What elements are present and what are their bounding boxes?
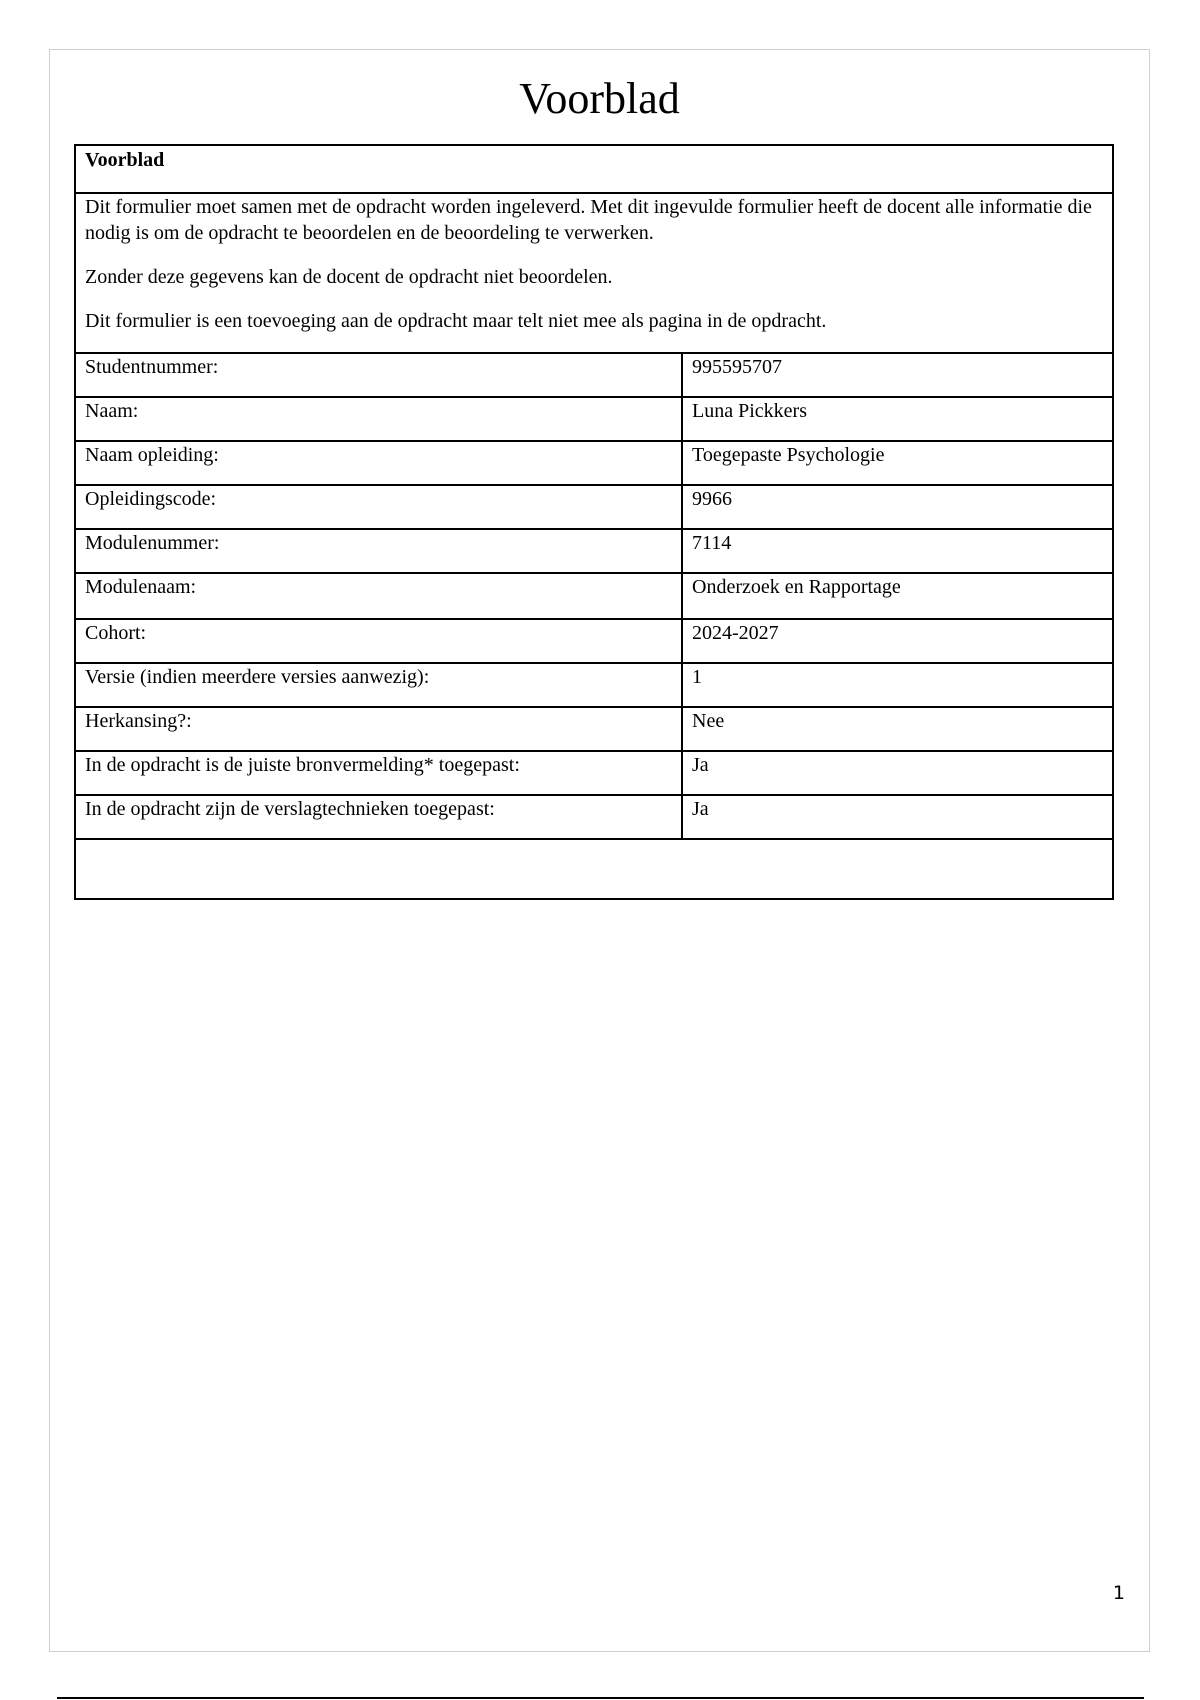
- form-row-naam-opleiding: [75, 441, 1113, 485]
- field-label: Cohort:: [75, 619, 682, 663]
- cover-form-table: [74, 144, 1114, 900]
- form-header-row: [75, 145, 1113, 193]
- form-row-verslagtechnieken: [75, 795, 1113, 839]
- form-row-modulenummer: [75, 529, 1113, 573]
- empty-cell: [75, 839, 1113, 899]
- form-header: Voorblad: [75, 145, 1113, 193]
- form-intro: [75, 193, 1113, 353]
- form-row-naam: [75, 397, 1113, 441]
- page-number: 1: [1112, 1582, 1125, 1604]
- field-label: Modulenummer:: [75, 529, 682, 573]
- field-value: Onderzoek en Rapportage: [682, 573, 1113, 619]
- field-value: Ja: [682, 751, 1113, 795]
- field-value: 1: [682, 663, 1113, 707]
- field-value: 7114: [682, 529, 1113, 573]
- form-intro-row: [75, 193, 1113, 353]
- field-label: Opleidingscode:: [75, 485, 682, 529]
- form-row-herkansing: [75, 707, 1113, 751]
- form-row-versie: [75, 663, 1113, 707]
- page-title: Voorblad: [519, 74, 680, 123]
- field-value: 9966: [682, 485, 1113, 529]
- form-row-bronvermelding: [75, 751, 1113, 795]
- field-value: Toegepaste Psychologie: [682, 441, 1113, 485]
- field-value: Luna Pickkers: [682, 397, 1113, 441]
- form-row-opleidingscode: [75, 485, 1113, 529]
- field-label: In de opdracht is de juiste bronvermelding* toegepast:: [75, 751, 682, 795]
- document-page: [49, 49, 1150, 1652]
- intro-paragraph: Dit formulier is een toevoeging aan de opdracht maar telt niet mee als pagina in de opdracht.: [85, 310, 827, 332]
- field-value: Nee: [682, 707, 1113, 751]
- form-row-studentnummer: [75, 353, 1113, 397]
- form-row-cohort: [75, 619, 1113, 663]
- next-page-top-divider: [57, 1697, 1144, 1699]
- field-value: Ja: [682, 795, 1113, 839]
- form-empty-row: [75, 839, 1113, 899]
- field-label: Modulenaam:: [75, 573, 682, 619]
- field-label: Versie (indien meerdere versies aanwezig):: [75, 663, 682, 707]
- field-value: 2024-2027: [682, 619, 1113, 663]
- form-row-modulenaam: [75, 573, 1113, 619]
- field-label: Studentnummer:: [75, 353, 682, 397]
- field-value: 995595707: [682, 353, 1113, 397]
- intro-paragraph: Dit formulier moet samen met de opdracht worden ingeleverd. Met dit ingevulde formulier heeft de docent alle informatie die nodig is om de opdracht te beoordelen en de beoordeling te verwerken.: [85, 196, 1092, 244]
- intro-paragraph: Zonder deze gegevens kan de docent de opdracht niet beoordelen.: [85, 266, 613, 288]
- field-label: Naam:: [75, 397, 682, 441]
- field-label: Naam opleiding:: [75, 441, 682, 485]
- field-label: In de opdracht zijn de verslagtechnieken toegepast:: [75, 795, 682, 839]
- field-label: Herkansing?:: [75, 707, 682, 751]
